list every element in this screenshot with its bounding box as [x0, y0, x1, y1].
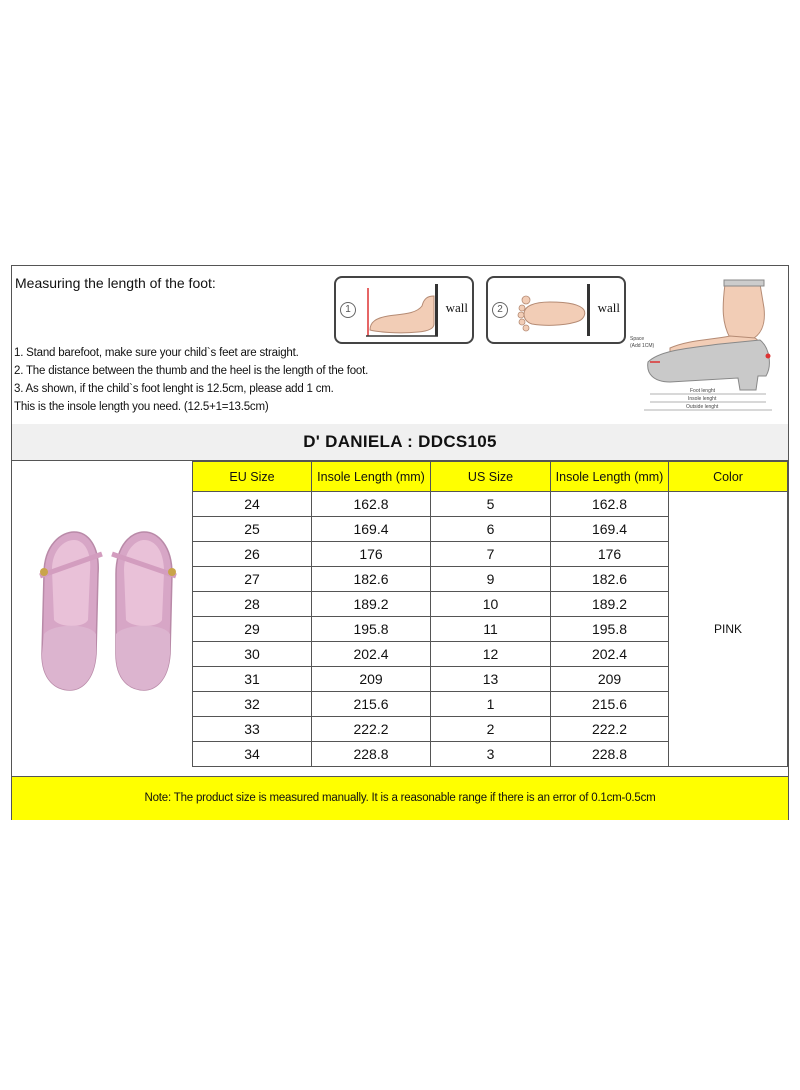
step-1-text: 1. Stand barefoot, make sure your child`s feet are straight.	[14, 347, 299, 359]
insole-length-cell: 215.6	[312, 692, 431, 717]
insole-length-us-cell: 222.2	[551, 717, 669, 742]
us-size-cell: 13	[431, 667, 551, 692]
color-cell: PINK	[669, 492, 788, 767]
us-size-cell: 6	[431, 517, 551, 542]
step-number-badge: 2	[492, 302, 508, 318]
us-size-cell: 1	[431, 692, 551, 717]
header-us-size: US Size	[431, 462, 551, 492]
measuring-title: Measuring the length of the foot:	[15, 275, 216, 291]
insole-length-cell: 182.6	[312, 567, 431, 592]
insole-length-us-cell: 182.6	[551, 567, 669, 592]
eu-size-cell: 28	[193, 592, 312, 617]
us-size-cell: 2	[431, 717, 551, 742]
us-size-cell: 3	[431, 742, 551, 767]
step-2-text: 2. The distance between the thumb and the heel is the length of the foot.	[14, 365, 369, 377]
us-size-cell: 12	[431, 642, 551, 667]
measuring-steps	[14, 344, 368, 416]
eu-size-cell: 33	[193, 717, 312, 742]
product-title: D' DANIELA : DDCS105	[12, 424, 788, 461]
wall-label: wall	[445, 300, 468, 315]
eu-size-cell: 32	[193, 692, 312, 717]
insole-length-us-cell: 215.6	[551, 692, 669, 717]
insole-length-us-cell: 176	[551, 542, 669, 567]
space-note: (Add 1CM)	[630, 343, 655, 349]
us-size-cell: 5	[431, 492, 551, 517]
table-header-row	[193, 462, 788, 492]
shoe-fit-diagram	[630, 278, 780, 418]
right-shoe	[112, 532, 176, 690]
wall-line	[435, 284, 438, 336]
size-table	[192, 461, 788, 767]
us-size-cell: 7	[431, 542, 551, 567]
insole-length-us-cell: 162.8	[551, 492, 669, 517]
left-shoe	[40, 532, 102, 690]
insole-length-us-cell: 202.4	[551, 642, 669, 667]
insole-length-cell: 222.2	[312, 717, 431, 742]
insole-length-us-cell: 189.2	[551, 592, 669, 617]
eu-size-cell: 25	[193, 517, 312, 542]
step-3-text: 3. As shown, if the child`s foot lenght is 12.5cm, please add 1 cm.	[14, 383, 334, 395]
insole-length-us-cell: 195.8	[551, 617, 669, 642]
step-4-text: This is the insole length you need. (12.5+1=13.5cm)	[14, 401, 269, 413]
insole-length-cell: 228.8	[312, 742, 431, 767]
eu-size-cell: 34	[193, 742, 312, 767]
header-insole-length: Insole Length (mm)	[312, 462, 431, 492]
insole-length-cell: 189.2	[312, 592, 431, 617]
insole-length-us-cell: 169.4	[551, 517, 669, 542]
foot-side-icon	[358, 284, 438, 338]
insole-length-label: Insole lenght	[688, 396, 717, 402]
us-size-cell: 9	[431, 567, 551, 592]
foot-side-diagram	[334, 276, 474, 344]
insole-length-cell: 162.8	[312, 492, 431, 517]
space-label: Space	[630, 336, 645, 342]
eu-size-cell: 31	[193, 667, 312, 692]
measuring-section	[12, 266, 788, 425]
us-size-cell: 11	[431, 617, 551, 642]
table-row	[193, 492, 788, 517]
us-size-cell: 10	[431, 592, 551, 617]
wall-label: wall	[597, 300, 620, 315]
insole-length-us-cell: 209	[551, 667, 669, 692]
eu-size-cell: 30	[193, 642, 312, 667]
header-color: Color	[669, 462, 788, 492]
eu-size-cell: 26	[193, 542, 312, 567]
size-chart-sheet	[11, 265, 789, 820]
foot-length-label: Foot lenght	[690, 388, 716, 394]
insole-length-cell: 176	[312, 542, 431, 567]
insole-length-cell: 169.4	[312, 517, 431, 542]
eu-size-cell: 29	[193, 617, 312, 642]
foot-top-icon	[510, 284, 590, 338]
insole-length-cell: 209	[312, 667, 431, 692]
step-number-badge: 1	[340, 302, 356, 318]
measurement-note: Note: The product size is measured manually. It is a reasonable range if there is an error of 0.1cm-0.5cm	[12, 776, 788, 820]
foot-top-diagram	[486, 276, 626, 344]
eu-size-cell: 27	[193, 567, 312, 592]
header-insole-length-us: Insole Length (mm)	[551, 462, 669, 492]
eu-size-cell: 24	[193, 492, 312, 517]
product-shoes-image	[32, 524, 182, 694]
wall-line	[587, 284, 590, 336]
insole-length-cell: 195.8	[312, 617, 431, 642]
insole-length-us-cell: 228.8	[551, 742, 669, 767]
outside-length-label: Outside lenght	[686, 404, 719, 410]
insole-length-cell: 202.4	[312, 642, 431, 667]
header-eu-size: EU Size	[193, 462, 312, 492]
